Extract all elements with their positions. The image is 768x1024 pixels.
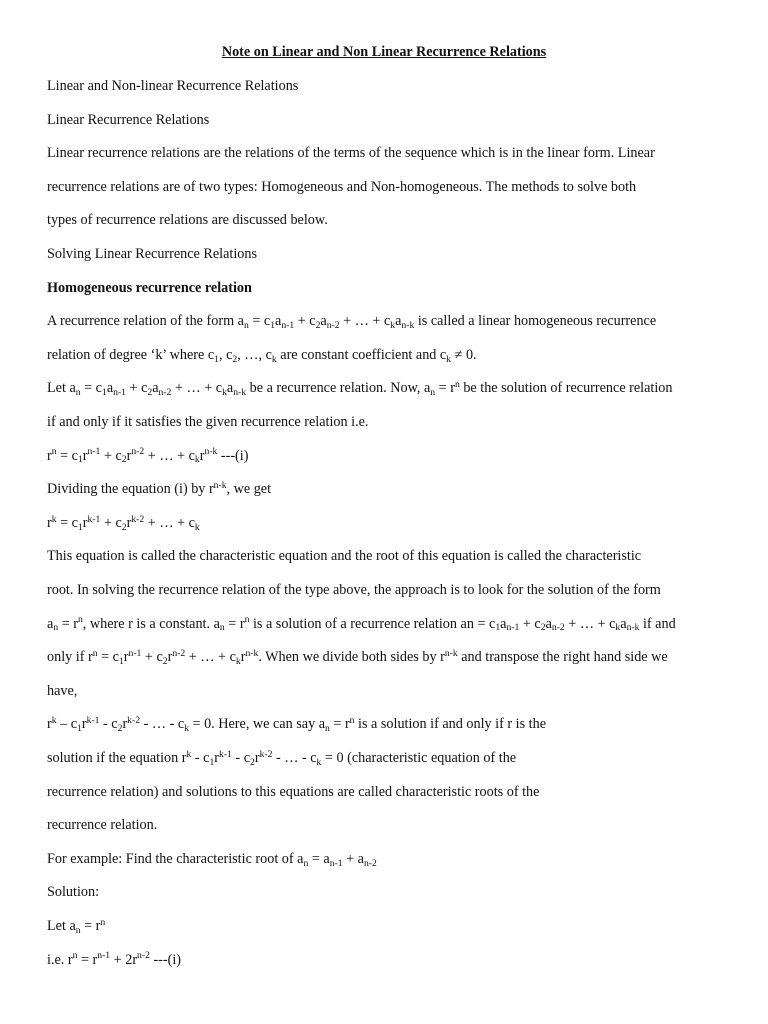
- para-def-2: relation of degree ‘k’ where $c_1$, $c_2$, …, $c_k$ are constant coefficient and $c_k \ne 0$.: [47, 346, 477, 365]
- para-def-1: A recurrence relation of the form $a_n = c_1a_{n-1} + c_2a_{n-2}$ + … + $c_ka_{n-k}$ is called a linear homogeneous recurrence: [47, 313, 657, 332]
- para-sol-2: recurrence relation) and solutions to this equations are called characteristic roots of the: [47, 783, 540, 800]
- document-title: Note on Linear and Non Linear Recurrence Relations: [221, 44, 547, 60]
- para-divide: Dividing the equation (i) by $r^{n-k}$, we get: [47, 479, 272, 498]
- eq-ie: i.e. $r^n = r^{n-1} + 2r^{n-2}$ ---(i): [47, 950, 182, 968]
- para-char-4: only if $r^n = c_1r^{n-1} + c_2r^{n-2}$ + … + $c_kr^{n-k}$. When we divide both sides by $r^{n-k}$ and transpose the right hand side we: [47, 647, 668, 668]
- heading-solving: Solving Linear Recurrence Relations: [47, 246, 257, 262]
- para-let-1: Let $a_n = c_1a_{n-1} + c_2a_{n-2}$ + … + $c_ka_{n-k}$ be a recurrence relation. Now, $a_n = r^n$ be the solution of recurrence relation: [47, 379, 673, 399]
- para-char-2: root. In solving the recurrence relation of the type above, the approach is to look for the solution of the form: [47, 582, 661, 598]
- para-intro-3: types of recurrence relations are discussed below.: [47, 212, 328, 229]
- para-let-2: if and only if it satisfies the given recurrence relation i.e.: [47, 414, 369, 430]
- para-char-3: $a_n = r^n$, where r is a constant. $a_n = r^n$ is a solution of a recurrence relation an = $c_1a_{n-1} + c_2a_{n-2}$ + … + $c_ka_{n-k}$ if and: [47, 614, 676, 634]
- para-char-5: have,: [47, 682, 78, 699]
- para-intro-1: Linear recurrence relations are the relations of the terms of the sequence which is in the linear form. Linear: [47, 145, 655, 162]
- para-sol-1: solution if the equation $r^k - c_1r^{k-1} - c_2r^{k-2}$ - … - $c_k = 0$ (characteristic equation of the: [47, 748, 517, 768]
- eq-1: $r^n = c_1r^{n-1} + c_2r^{n-2}$ + … + $c_kr^{n-k}$ ---(i): [47, 446, 249, 466]
- eq-2: $r^k = c_1r^{k-1} + c_2r^{k-2}$ + … + $c_k$: [47, 513, 200, 533]
- para-example: For example: Find the characteristic root of $a_n = a_{n-1} + a_{n-2}$: [47, 850, 377, 869]
- heading-solution: Solution:: [47, 884, 100, 901]
- heading-linear: Linear Recurrence Relations: [47, 111, 210, 128]
- para-char-1: This equation is called the characteristic equation and the root of this equation is called the characteristic: [47, 548, 642, 565]
- eq-3: $r^k - c_1r^{k-1} - c_2r^{k-2}$ - … - $c_k = 0$. Here, we can say $a_n = r^n$ is a solution if and only if r is the: [47, 715, 547, 735]
- heading-homogeneous: Homogeneous recurrence relation: [47, 279, 252, 296]
- para-intro-2: recurrence relations are of two types: Homogeneous and Non-homogeneous. The methods to solve both: [47, 178, 637, 195]
- eq-let: Let $a_n = r^n$: [47, 916, 106, 936]
- subtitle-linear-nonlinear: Linear and Non-linear Recurrence Relations: [47, 78, 299, 94]
- para-sol-3: recurrence relation.: [47, 817, 158, 834]
